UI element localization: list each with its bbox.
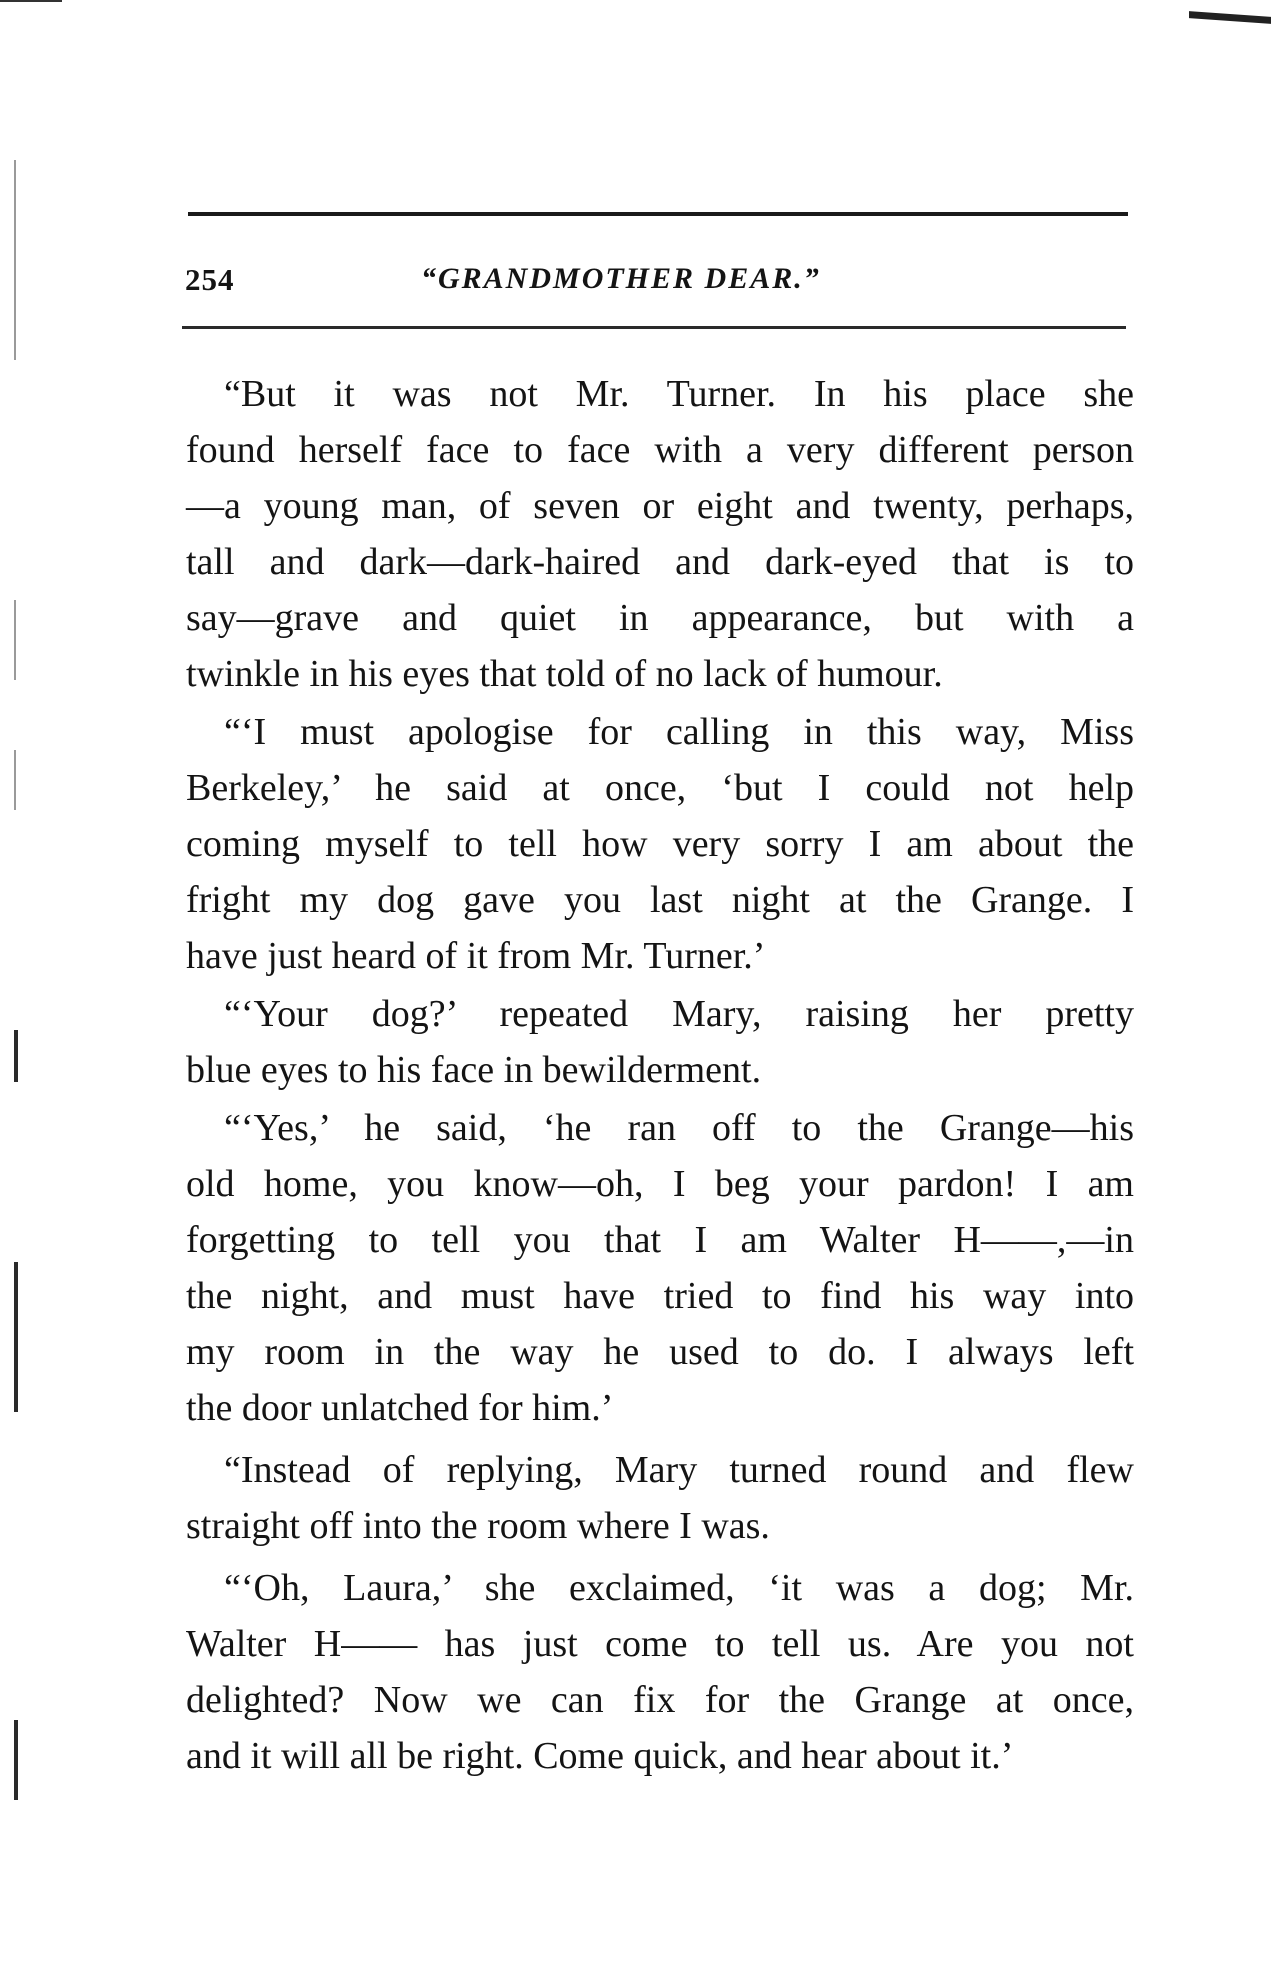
page-number: 254 [185, 262, 235, 297]
text-line: “‘I must apologise for calling in this way, Miss [224, 711, 1134, 753]
text-line: straight off into the room where I was. [186, 1505, 770, 1547]
paragraph [186, 704, 1134, 984]
binding-shadow [14, 750, 16, 810]
text-line: “Instead of replying, Mary turned round and flew [224, 1449, 1134, 1491]
binding-shadow [14, 1262, 18, 1412]
paragraph [186, 986, 1134, 1098]
text-line: my room in the way he used to do. I always left [186, 1331, 1134, 1373]
text-line: old home, you know—oh, I beg your pardon! I am [186, 1163, 1134, 1205]
binding-shadow [14, 1030, 18, 1082]
header-rule-bottom [182, 326, 1126, 329]
text-line: tall and dark—dark-haired and dark-eyed that is to [186, 541, 1134, 583]
running-head: “GRANDMOTHER DEAR.” [421, 262, 821, 295]
text-line: twinkle in his eyes that told of no lack of humour. [186, 653, 943, 695]
text-line: and it will all be right. Come quick, and hear about it.’ [186, 1735, 1014, 1777]
text-line: “‘Yes,’ he said, ‘he ran off to the Grange—his [224, 1107, 1134, 1149]
text-line: Walter H—— has just come to tell us. Are you not [186, 1623, 1134, 1665]
text-line: say—grave and quiet in appearance, but with a [186, 597, 1134, 639]
paragraph [186, 1100, 1134, 1436]
binding-shadow [14, 160, 16, 360]
text-line: the door unlatched for him.’ [186, 1387, 614, 1429]
text-line: —a young man, of seven or eight and twenty, perhaps, [186, 485, 1134, 527]
text-line: Berkeley,’ he said at once, ‘but I could not help [186, 767, 1134, 809]
paragraph [186, 1442, 1134, 1554]
text-line: coming myself to tell how very sorry I am about the [186, 823, 1134, 865]
text-line: have just heard of it from Mr. Turner.’ [186, 935, 766, 977]
text-line: forgetting to tell you that I am Walter H——,—in [186, 1219, 1134, 1261]
binding-shadow [14, 1720, 18, 1800]
text-line: found herself face to face with a very different person [186, 429, 1134, 471]
paragraph [186, 366, 1134, 702]
header-rule-top [188, 212, 1128, 216]
paragraph [186, 1560, 1134, 1784]
text-line: the night, and must have tried to find his way into [186, 1275, 1134, 1317]
text-line: delighted? Now we can fix for the Grange at once, [186, 1679, 1134, 1721]
text-line: blue eyes to his face in bewilderment. [186, 1049, 762, 1091]
scan-edge-mark [0, 0, 62, 2]
binding-shadow [14, 600, 16, 680]
body-text [186, 366, 1134, 1784]
text-line: “‘Oh, Laura,’ she exclaimed, ‘it was a dog; Mr. [224, 1567, 1134, 1609]
text-line: “But it was not Mr. Turner. In his place she [224, 373, 1134, 415]
text-line: fright my dog gave you last night at the Grange. I [186, 879, 1134, 921]
page-header [185, 262, 1125, 306]
scan-edge-mark [1189, 11, 1271, 24]
text-line: “‘Your dog?’ repeated Mary, raising her pretty [224, 993, 1134, 1035]
